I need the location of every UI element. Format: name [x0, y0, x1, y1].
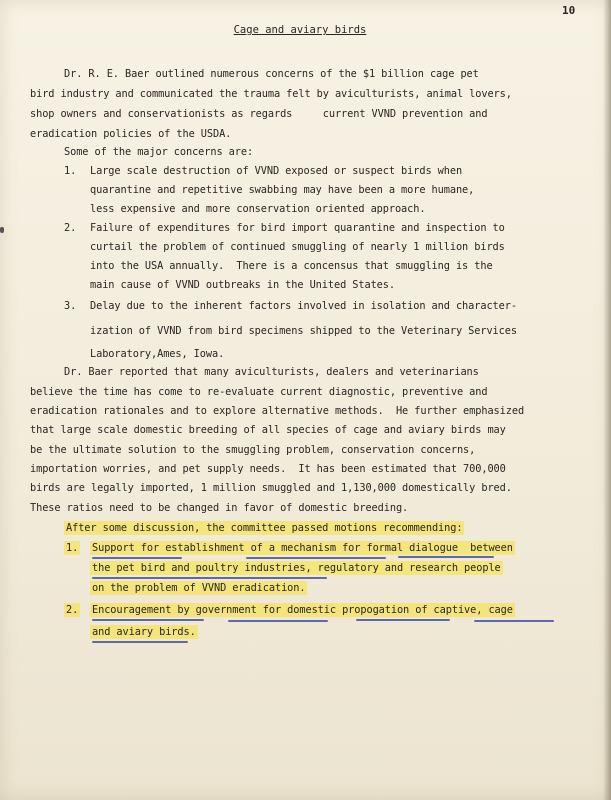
concern-line: Delay due to the inherent factors involved in isolation and character-: [90, 300, 517, 312]
intro-line: Dr. R. E. Baer outlined numerous concerns of the $1 billion cage pet: [64, 68, 479, 80]
motion-line: [90, 626, 198, 638]
highlighted-text: Encouragement by government for domestic propogation of captive, cage: [92, 604, 513, 616]
concern-number: 3.: [64, 300, 77, 312]
concern-line: quarantine and repetitive swabbing may have been a more humane,: [90, 184, 475, 196]
highlighted-text: 2.: [66, 604, 79, 616]
report-line: eradication rationales and to explore alternative methods. He further emphasized: [30, 405, 525, 417]
concern-line: Failure of expenditures for bird import quarantine and inspection to: [90, 222, 505, 234]
concerns-intro: Some of the major concerns are:: [64, 146, 254, 158]
report-line: be the ultimate solution to the smuggling problem, conservation concerns,: [30, 444, 476, 456]
motion-line: [90, 542, 515, 554]
pen-underline: [228, 620, 328, 622]
concern-number: 1.: [64, 165, 77, 177]
motion-line: [90, 582, 307, 594]
highlighted-text: on the problem of VVND eradication.: [92, 582, 306, 594]
pen-underline: [92, 557, 182, 559]
concern-line: Laboratory,Ames, Iowa.: [90, 348, 225, 360]
motion-line: [90, 562, 503, 574]
motion-line: [90, 604, 515, 616]
highlighted-text: and aviary birds.: [92, 626, 196, 638]
pen-underline: [92, 577, 327, 579]
highlighted-text: the pet bird and poultry industries, regulatory and research people: [92, 562, 501, 574]
concern-number: 2.: [64, 222, 77, 234]
pen-underline: [246, 557, 386, 559]
concern-line: ization of VVND from bird specimens shipped to the Veterinary Services: [90, 325, 517, 337]
page-number: 10: [562, 4, 576, 17]
pen-underline: [398, 556, 494, 558]
intro-line: bird industry and communicated the trauma felt by aviculturists, animal lovers,: [30, 88, 512, 100]
concern-line: Large scale destruction of VVND exposed or suspect birds when: [90, 165, 463, 177]
page-edge-shadow: [603, 0, 611, 800]
motions-intro: [64, 522, 464, 534]
concern-line: into the USA annually. There is a concensus that smuggling is the: [90, 260, 493, 272]
intro-line: shop owners and conservationists as regards current VVND prevention and: [30, 108, 488, 120]
concern-line: curtail the problem of continued smuggling of nearly 1 million birds: [90, 241, 505, 253]
concern-line: main cause of VVND outbreaks in the United States.: [90, 279, 395, 291]
pen-underline: [92, 641, 188, 643]
highlighted-text: 1.: [66, 542, 79, 554]
report-line: believe the time has come to re-evaluate current diagnostic, preventive and: [30, 386, 488, 398]
pen-underline: [92, 619, 204, 621]
report-line: These ratios need to be changed in favor of domestic breeding.: [30, 502, 409, 514]
motion-number: [64, 542, 80, 554]
highlighted-text: Support for establishment of a mechanism for formal dialogue between: [92, 542, 513, 554]
report-line: birds are legally imported, 1 million smuggled and 1,130,000 domestically bred.: [30, 482, 512, 494]
page-title: Cage and aviary birds: [233, 24, 367, 36]
concern-line: less expensive and more conservation oriented approach.: [90, 203, 426, 215]
intro-line: eradication policies of the USDA.: [30, 128, 232, 140]
pen-underline: [474, 620, 554, 622]
report-line: that large scale domestic breeding of all species of cage and aviary birds may: [30, 424, 506, 436]
motion-number: [64, 604, 80, 616]
pen-underline: [356, 619, 450, 621]
punch-mark: [0, 227, 4, 233]
report-line: Dr. Baer reported that many aviculturists, dealers and veterinarians: [64, 366, 479, 378]
highlighted-text: After some discussion, the committee passed motions recommending:: [66, 522, 463, 534]
report-line: importation worries, and pet supply needs. It has been estimated that 700,000: [30, 463, 506, 475]
